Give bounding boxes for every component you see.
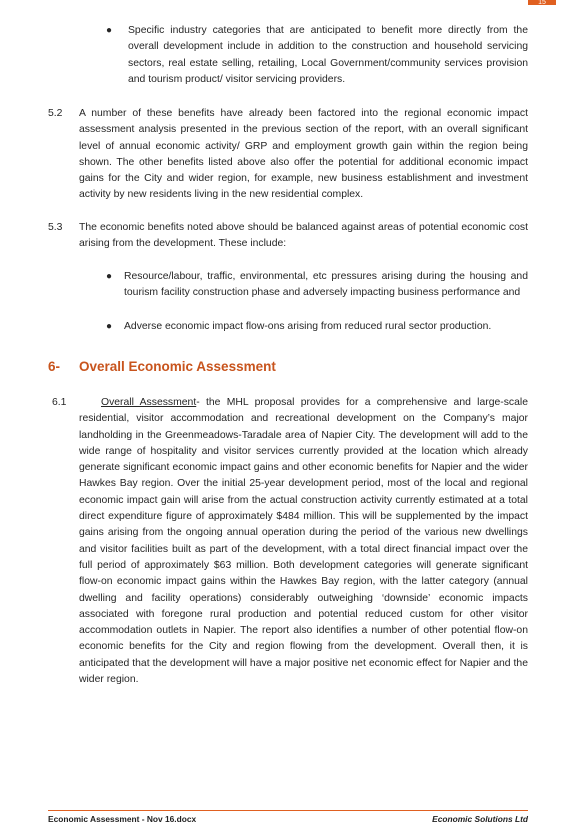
bullet-text: Adverse economic impact flow-ons arising from reduced rural sector production. xyxy=(124,321,492,332)
paragraph-number: 5.3 xyxy=(48,222,63,233)
bullet-text: Resource/labour, traffic, environmental, etc pressures arising during the housing and tourism facility construction phase and adversely impacting business performance and xyxy=(124,271,528,299)
footer-divider xyxy=(48,810,528,811)
section-number: 6- xyxy=(48,359,61,374)
paragraph-5-2: A number of these benefits have already been factored into the regional economic impact assessment analysis presented in the previous section of the report, with an overall significant level of annual economic activity/ GRP and employment growth gain within the region being shown. The other benefits listed above also offer the potential for additional economic impact gains for the City and wider region, for example, new business establishment and investment activity by new residents living in the new residential complex. xyxy=(79,108,528,201)
bullet-icon: ● xyxy=(106,271,113,282)
bullet-item xyxy=(106,269,528,302)
footer-company: Economic Solutions Ltd xyxy=(432,814,528,824)
footer-filename: Economic Assessment - Nov 16.docx xyxy=(48,814,197,824)
bullet-item xyxy=(106,23,528,89)
paragraph-5-3: The economic benefits noted above should be balanced against areas of potential economic cost arising from the development. These include: xyxy=(79,222,528,250)
bullet-icon: ● xyxy=(106,321,113,332)
bullet-icon: ● xyxy=(106,25,113,36)
paragraph-number: 6.1 xyxy=(52,397,67,408)
bullet-text: Specific industry categories that are anticipated to benefit more directly from the overall development include in addition to the construction and household servicing sectors, real estate selling, retailing, Local Government/community services provision and tourism product/ visitor servicing providers. xyxy=(128,25,528,86)
section-heading xyxy=(48,359,276,374)
page-number-tab: 15 xyxy=(528,0,556,5)
section-title: Overall Economic Assessment xyxy=(79,359,276,374)
paragraph-number: 5.2 xyxy=(48,108,63,119)
paragraph-body: - the MHL proposal provides for a comprehensive and large-scale residential, visitor accommodation and recreational development on the Company’s major landholding in the Greenmeadows-Taradale area of Napier City. The development will add to the wide range of hospitality and visitor services currently provided at the location which already generate significant economic impact gains and other economic benefits for Napier and the wider Hawkes Bay region. Over the initial 25-year development period, most of the local and regional economic impact gain will arise from the actual construction activity currently estimated at a total direct expenditure figure of approximately $484 million. This will be supplemented by the impact gains arising from the ongoing annual operation during the period of the various new dwellings and visitor facilities built as part of the development, with a total direct financial impact over the full period of approximately $63 million. Both development categories will generate significant flow-on economic impact gains within the Hawkes Bay region, with the latter category (annual dwelling and facility operations) considerably outweighing ‘downside’ economic impacts associated with foregone rural production and potential reduced custom for other visitor accommodation outlets in Napier. The report also identifies a number of other potential flow-on economic benefits for the City and region flowing from the development. Overall then, it is anticipated that the development will have a major positive net economic effect for Napier and the wider region. xyxy=(79,397,528,686)
paragraph-6-1 xyxy=(79,395,528,688)
bullet-item xyxy=(106,319,528,335)
paragraph-lead: Overall Assessment xyxy=(101,397,197,408)
